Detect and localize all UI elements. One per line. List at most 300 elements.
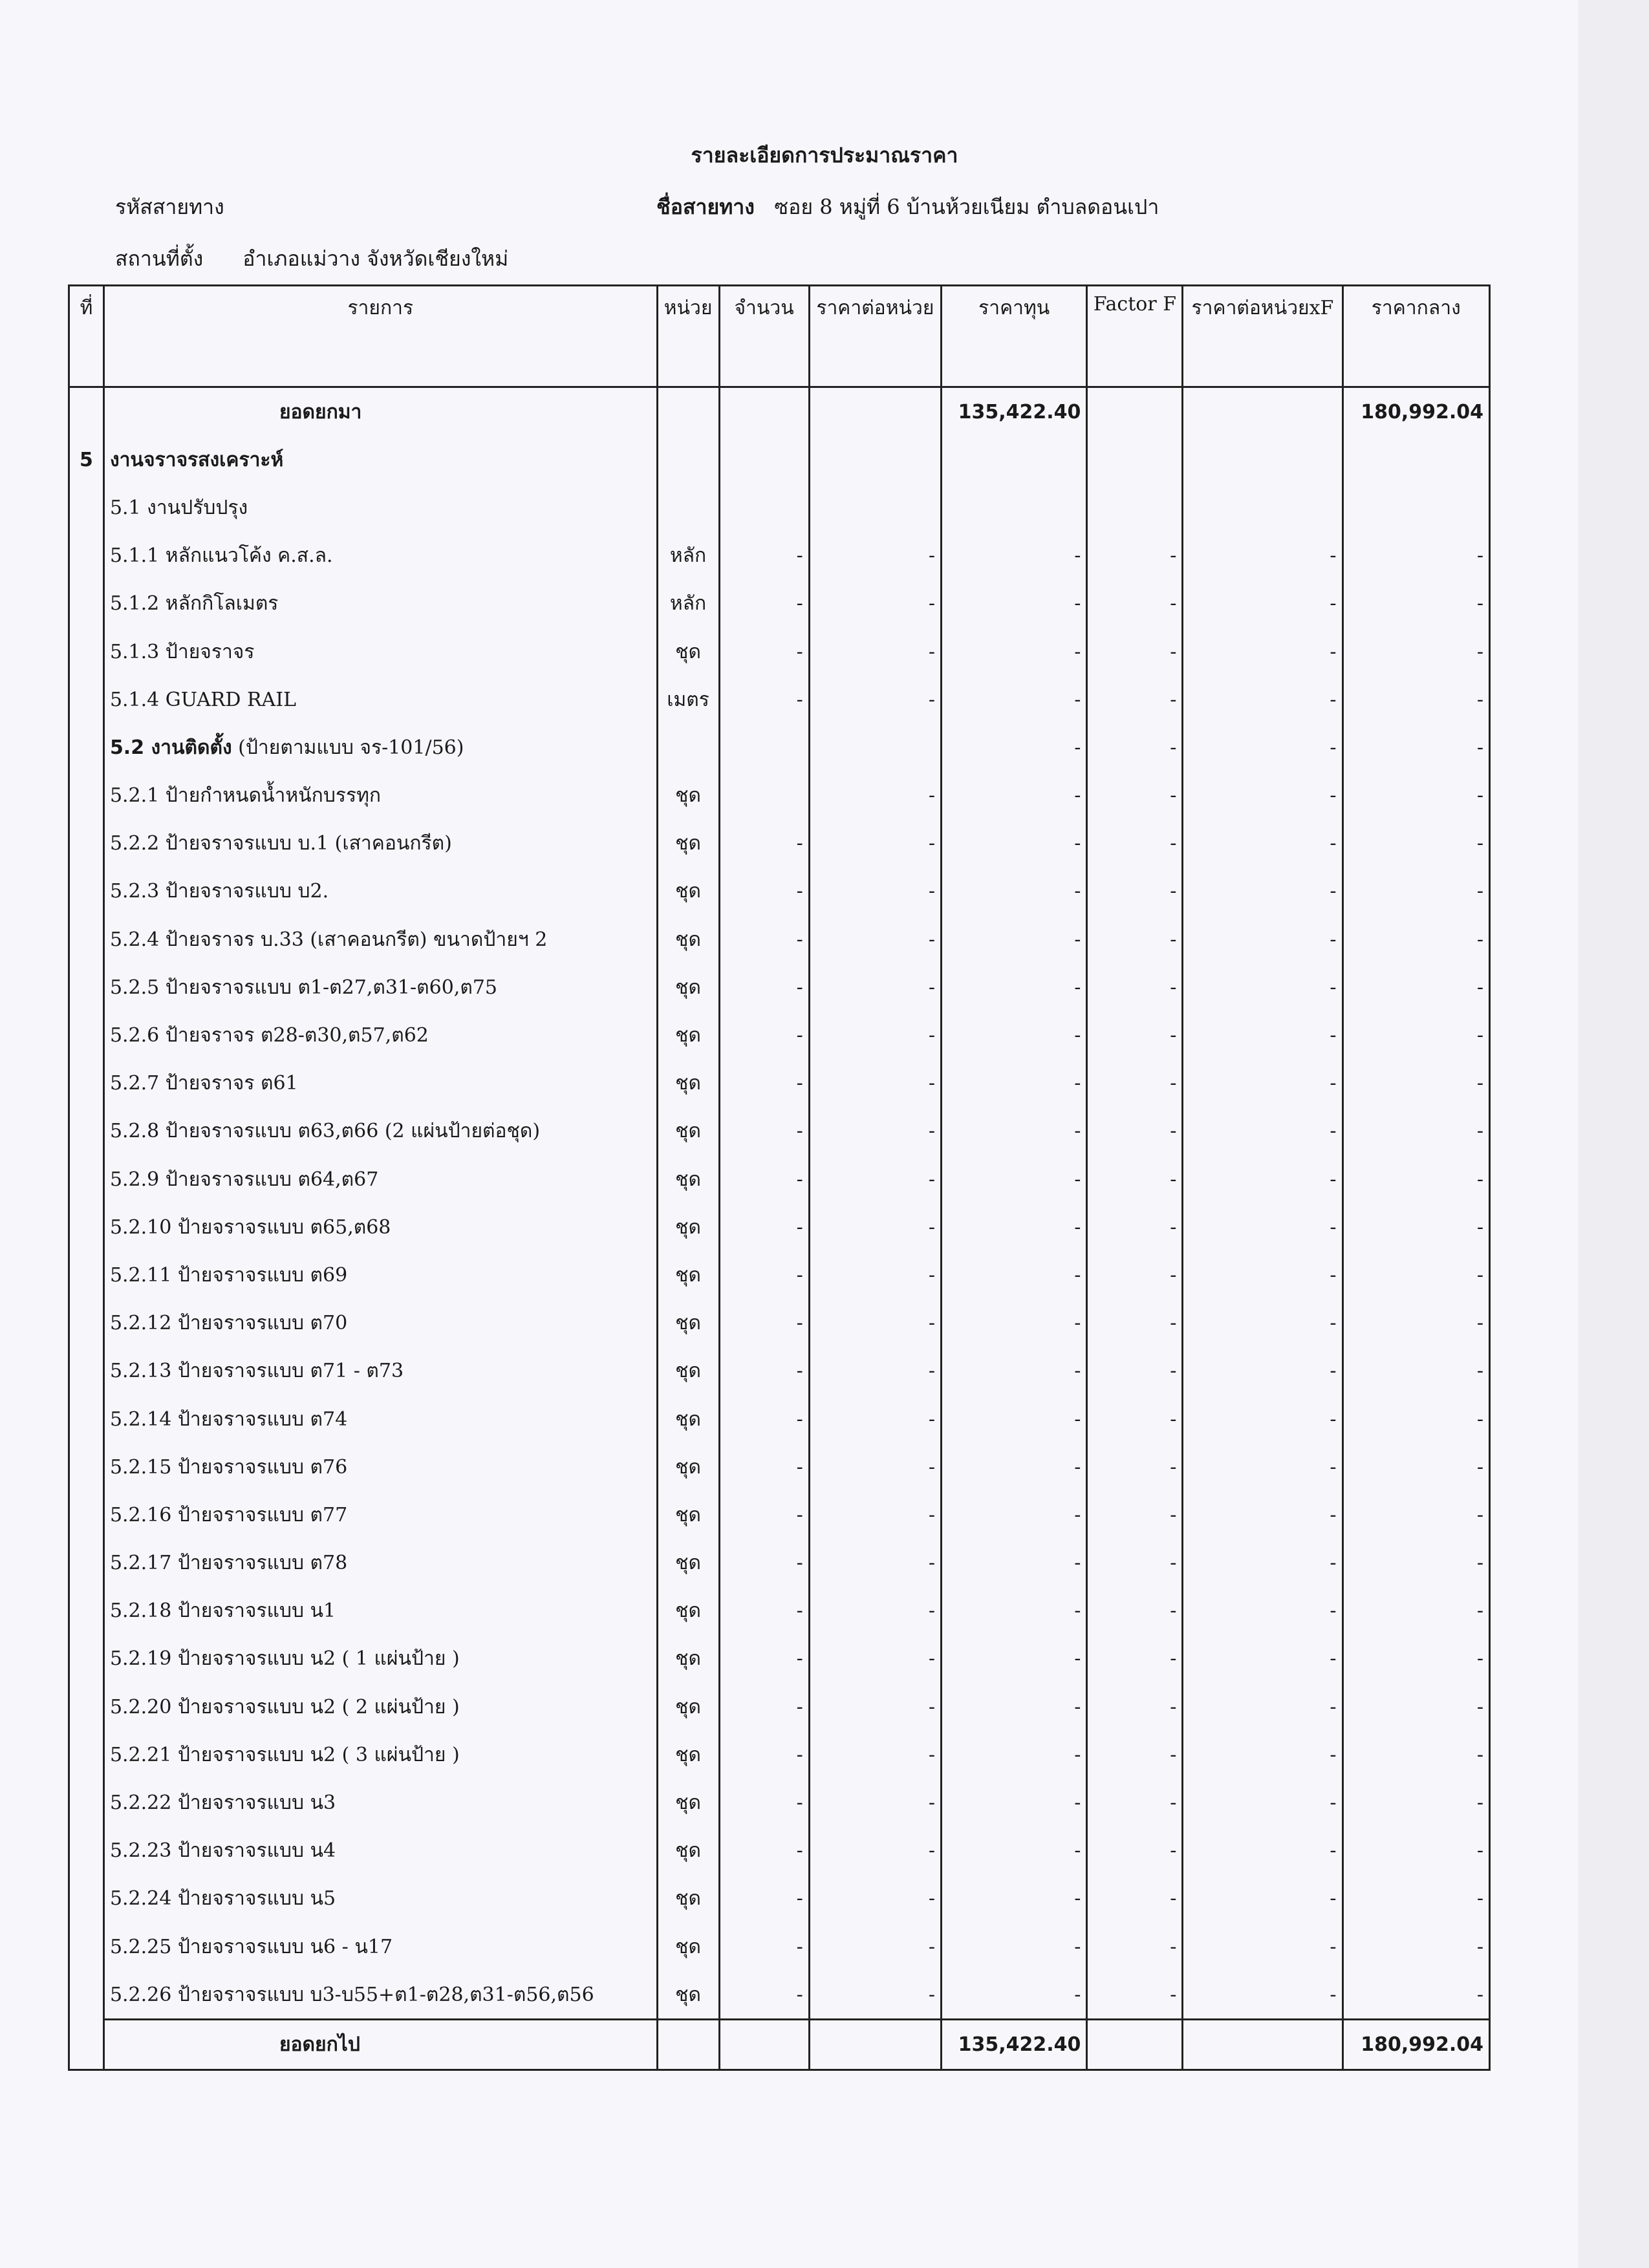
item-qty: - — [719, 580, 809, 628]
item-unit-price: - — [809, 820, 941, 868]
item-label: 5.2.23 ป้ายจราจรแบบ น4 — [103, 1827, 657, 1875]
item-factor: - — [1087, 820, 1183, 868]
table-row — [69, 1731, 1490, 1779]
item-median: - — [1342, 1060, 1489, 1107]
item-factor: - — [1087, 1971, 1183, 2020]
table-row — [69, 1635, 1490, 1683]
item-qty: - — [719, 1539, 809, 1587]
col-median-header: ราคากลาง — [1342, 286, 1489, 387]
item-unit-price-f: - — [1183, 628, 1342, 676]
item-median: - — [1342, 868, 1489, 915]
item-unit-price-f: - — [1183, 1060, 1342, 1107]
item-qty: - — [719, 1923, 809, 1971]
item-unit: ชุด — [657, 915, 719, 963]
table-row — [69, 1251, 1490, 1299]
table-row — [69, 1491, 1490, 1539]
scan-edge — [1578, 0, 1649, 2268]
item-qty: - — [719, 628, 809, 676]
item-median: - — [1342, 1155, 1489, 1203]
col-unit-price-f-header: ราคาต่อหน่วยxF — [1183, 286, 1342, 387]
item-unit: ชุด — [657, 1060, 719, 1107]
item-unit-price-f: - — [1183, 1443, 1342, 1491]
item-unit-price-f: - — [1183, 532, 1342, 580]
item-factor: - — [1087, 1443, 1183, 1491]
brought-forward-cost: 135,422.40 — [942, 387, 1087, 436]
item-unit: ชุด — [657, 1251, 719, 1299]
item-unit-price: - — [809, 1203, 941, 1251]
item-unit: ชุด — [657, 963, 719, 1011]
item-label: 5.2.25 ป้ายจราจรแบบ น6 - น17 — [103, 1923, 657, 1971]
item-label: 5.2.26 ป้ายจราจรแบบ บ3-บ55+ต1-ต28,ต31-ต56,ต56 — [103, 1971, 657, 2020]
subsection-row — [69, 723, 1490, 771]
item-cost: - — [942, 1971, 1087, 2020]
item-unit: ชุด — [657, 1491, 719, 1539]
carried-forward-row — [69, 2020, 1490, 2070]
item-median: - — [1342, 1203, 1489, 1251]
section-no: 5 — [69, 436, 104, 484]
route-name — [656, 191, 1159, 224]
item-cost: - — [942, 676, 1087, 723]
item-unit-price-f: - — [1183, 1395, 1342, 1443]
table-row — [69, 676, 1490, 723]
item-median: - — [1342, 628, 1489, 676]
item-qty: - — [719, 1300, 809, 1347]
section-row — [69, 436, 1490, 484]
col-cost-header: ราคาทุน — [942, 286, 1087, 387]
table-row — [69, 1587, 1490, 1635]
item-label: 5.2.14 ป้ายจราจรแบบ ต74 — [103, 1395, 657, 1443]
item-qty: - — [719, 820, 809, 868]
item-median: - — [1342, 1300, 1489, 1347]
location-label: สถานที่ตั้ง — [115, 246, 204, 271]
item-qty: - — [719, 1683, 809, 1731]
item-factor: - — [1087, 868, 1183, 915]
item-unit: เมตร — [657, 676, 719, 723]
item-unit-price-f: - — [1183, 1827, 1342, 1875]
item-label: 5.2.24 ป้ายจราจรแบบ น5 — [103, 1875, 657, 1923]
table-row — [69, 1395, 1490, 1443]
item-factor: - — [1087, 676, 1183, 723]
item-median: - — [1342, 676, 1489, 723]
item-label: 5.2.19 ป้ายจราจรแบบ น2 ( 1 แผ่นป้าย ) — [103, 1635, 657, 1683]
item-unit-price-f: - — [1183, 1347, 1342, 1395]
item-label: 5.2.20 ป้ายจราจรแบบ น2 ( 2 แผ่นป้าย ) — [103, 1683, 657, 1731]
item-label: 5.2.15 ป้ายจราจรแบบ ต76 — [103, 1443, 657, 1491]
item-label: 5.2.2 ป้ายจราจรแบบ บ.1 (เสาคอนกรีต) — [103, 820, 657, 868]
item-unit-price: - — [809, 580, 941, 628]
item-median: - — [1342, 1875, 1489, 1923]
item-unit: ชุด — [657, 1587, 719, 1635]
col-factor-header: Factor F — [1087, 286, 1183, 387]
item-qty: - — [719, 915, 809, 963]
item-unit-price-f: - — [1183, 963, 1342, 1011]
item-cost: - — [942, 1155, 1087, 1203]
item-unit: ชุด — [657, 868, 719, 915]
item-cost: - — [942, 1491, 1087, 1539]
item-cost: - — [942, 1635, 1087, 1683]
item-unit-price-f: - — [1183, 1731, 1342, 1779]
table-row — [69, 580, 1490, 628]
item-factor: - — [1087, 1827, 1183, 1875]
item-qty: - — [719, 1587, 809, 1635]
item-unit-price: - — [809, 1155, 941, 1203]
item-unit-price: - — [809, 1635, 941, 1683]
item-cost: - — [942, 628, 1087, 676]
item-unit-price-f: - — [1183, 1635, 1342, 1683]
item-unit-price-f: - — [1183, 1683, 1342, 1731]
item-median: - — [1342, 1011, 1489, 1059]
item-unit-price: - — [809, 1683, 941, 1731]
table-row — [69, 1107, 1490, 1155]
item-factor: - — [1087, 1203, 1183, 1251]
item-median: - — [1342, 1395, 1489, 1443]
item-unit-price-f: - — [1183, 772, 1342, 820]
carried-forward-label: ยอดยกไป — [103, 2020, 657, 2070]
item-factor: - — [1087, 532, 1183, 580]
item-label: 5.2.22 ป้ายจราจรแบบ น3 — [103, 1779, 657, 1826]
item-qty: - — [719, 1443, 809, 1491]
item-cost: - — [942, 1107, 1087, 1155]
item-qty: - — [719, 1731, 809, 1779]
item-unit: ชุด — [657, 1347, 719, 1395]
item-unit: ชุด — [657, 1731, 719, 1779]
item-unit: ชุด — [657, 1539, 719, 1587]
item-unit-price: - — [809, 628, 941, 676]
item-label: 5.2.6 ป้ายจราจร ต28-ต30,ต57,ต62 — [103, 1011, 657, 1059]
route-name-label: ชื่อสายทาง — [656, 195, 755, 219]
item-unit-price-f: - — [1183, 820, 1342, 868]
item-label: 5.2.16 ป้ายจราจรแบบ ต77 — [103, 1491, 657, 1539]
item-unit-price: - — [809, 1060, 941, 1107]
item-label: 5.2.5 ป้ายจราจรแบบ ต1-ต27,ต31-ต60,ต75 — [103, 963, 657, 1011]
item-qty: - — [719, 1635, 809, 1683]
table-row — [69, 1347, 1490, 1395]
item-median: - — [1342, 1683, 1489, 1731]
item-unit-price-f: - — [1183, 580, 1342, 628]
item-unit-price-f: - — [1183, 1491, 1342, 1539]
item-cost: - — [942, 772, 1087, 820]
item-label: 5.2.18 ป้ายจราจรแบบ น1 — [103, 1587, 657, 1635]
item-cost: - — [942, 1923, 1087, 1971]
item-unit-price-f: - — [1183, 676, 1342, 723]
location — [115, 242, 508, 275]
item-median: - — [1342, 1539, 1489, 1587]
item-unit-price-f: - — [1183, 1587, 1342, 1635]
item-median: - — [1342, 915, 1489, 963]
item-factor: - — [1087, 1731, 1183, 1779]
col-no-header: ที่ — [69, 286, 104, 387]
item-factor: - — [1087, 1395, 1183, 1443]
item-median: - — [1342, 1251, 1489, 1299]
brought-forward-row — [69, 387, 1490, 436]
item-unit: ชุด — [657, 1443, 719, 1491]
item-unit-price-f: - — [1183, 868, 1342, 915]
item-qty — [719, 772, 809, 820]
subsection-row — [69, 484, 1490, 531]
item-qty: - — [719, 1251, 809, 1299]
item-label: 5.1.1 หลักแนวโค้ง ค.ส.ล. — [103, 532, 657, 580]
table-row — [69, 1827, 1490, 1875]
item-unit: ชุด — [657, 1300, 719, 1347]
item-median: - — [1342, 1107, 1489, 1155]
table-row — [69, 532, 1490, 580]
item-label: 5.1.3 ป้ายจราจร — [103, 628, 657, 676]
item-cost: - — [942, 1443, 1087, 1491]
item-unit-price-f: - — [1183, 1011, 1342, 1059]
item-median: - — [1342, 820, 1489, 868]
item-factor: - — [1087, 1683, 1183, 1731]
item-cost: - — [942, 580, 1087, 628]
estimate-table — [68, 284, 1491, 2071]
item-label: 5.2.4 ป้ายจราจร บ.33 (เสาคอนกรีต) ขนาดป้ายฯ 2 — [103, 915, 657, 963]
item-dash: - — [1087, 723, 1183, 771]
item-qty: - — [719, 1395, 809, 1443]
item-label: 5.2.1 ป้ายกำหนดน้ำหนักบรรทุก — [103, 772, 657, 820]
item-unit: หลัก — [657, 580, 719, 628]
item-unit-price: - — [809, 963, 941, 1011]
item-label: 5.2.10 ป้ายจราจรแบบ ต65,ต68 — [103, 1203, 657, 1251]
item-unit-price: - — [809, 772, 941, 820]
item-factor: - — [1087, 772, 1183, 820]
subsection-2-label-bold: 5.2 งานติดตั้ง — [109, 736, 232, 759]
item-dash: - — [1183, 723, 1342, 771]
table-row — [69, 1923, 1490, 1971]
item-median: - — [1342, 1827, 1489, 1875]
item-factor: - — [1087, 963, 1183, 1011]
item-unit: ชุด — [657, 820, 719, 868]
item-qty: - — [719, 1971, 809, 2020]
item-cost: - — [942, 1011, 1087, 1059]
item-unit-price: - — [809, 1827, 941, 1875]
item-unit-price-f: - — [1183, 1203, 1342, 1251]
table-row — [69, 1779, 1490, 1826]
col-unit-header: หน่วย — [657, 286, 719, 387]
item-unit: ชุด — [657, 1923, 719, 1971]
item-median: - — [1342, 1491, 1489, 1539]
item-unit: ชุด — [657, 1203, 719, 1251]
item-qty: - — [719, 1875, 809, 1923]
item-cost: - — [942, 1779, 1087, 1826]
item-unit-price-f: - — [1183, 1971, 1342, 2020]
item-cost: - — [942, 1875, 1087, 1923]
item-label: 5.2.12 ป้ายจราจรแบบ ต70 — [103, 1300, 657, 1347]
item-label: 5.2.3 ป้ายจราจรแบบ บ2. — [103, 868, 657, 915]
table-row — [69, 1875, 1490, 1923]
item-unit-price: - — [809, 1395, 941, 1443]
item-qty: - — [719, 532, 809, 580]
carried-forward-cost: 135,422.40 — [942, 2020, 1087, 2070]
item-label: 5.1.2 หลักกิโลเมตร — [103, 580, 657, 628]
item-unit: ชุด — [657, 1779, 719, 1826]
item-median: - — [1342, 1923, 1489, 1971]
subsection-2-label-rest: (ป้ายตามแบบ จร-101/56) — [232, 736, 464, 759]
item-label: 5.1.4 GUARD RAIL — [103, 676, 657, 723]
item-label: 5.2.8 ป้ายจราจรแบบ ต63,ต66 (2 แผ่นป้ายต่อชุด) — [103, 1107, 657, 1155]
item-unit-price-f: - — [1183, 1539, 1342, 1587]
item-unit: ชุด — [657, 1875, 719, 1923]
brought-forward-label: ยอดยกมา — [103, 387, 657, 436]
item-factor: - — [1087, 1491, 1183, 1539]
item-unit: ชุด — [657, 1827, 719, 1875]
item-unit-price: - — [809, 676, 941, 723]
table-row — [69, 1683, 1490, 1731]
item-unit-price: - — [809, 1300, 941, 1347]
item-factor: - — [1087, 1779, 1183, 1826]
item-unit: หลัก — [657, 532, 719, 580]
item-unit: ชุด — [657, 1107, 719, 1155]
item-factor: - — [1087, 1155, 1183, 1203]
item-unit-price: - — [809, 532, 941, 580]
item-cost: - — [942, 1827, 1087, 1875]
item-qty: - — [719, 1107, 809, 1155]
item-qty: - — [719, 1347, 809, 1395]
item-qty: - — [719, 1155, 809, 1203]
item-cost: - — [942, 1683, 1087, 1731]
item-unit-price: - — [809, 1731, 941, 1779]
table-row — [69, 1300, 1490, 1347]
item-median: - — [1342, 580, 1489, 628]
item-unit-price-f: - — [1183, 1251, 1342, 1299]
item-qty: - — [719, 1011, 809, 1059]
item-unit-price-f: - — [1183, 1779, 1342, 1826]
item-unit: ชุด — [657, 1011, 719, 1059]
item-cost: - — [942, 820, 1087, 868]
table-row — [69, 1539, 1490, 1587]
item-unit-price-f: - — [1183, 1300, 1342, 1347]
item-unit-price: - — [809, 1011, 941, 1059]
item-label: 5.2.21 ป้ายจราจรแบบ น2 ( 3 แผ่นป้าย ) — [103, 1731, 657, 1779]
table-header-row — [69, 286, 1490, 387]
col-qty-header: จำนวน — [719, 286, 809, 387]
item-factor: - — [1087, 1011, 1183, 1059]
brought-forward-median: 180,992.04 — [1342, 387, 1489, 436]
item-qty: - — [719, 963, 809, 1011]
item-dash: - — [942, 723, 1087, 771]
table-row — [69, 772, 1490, 820]
item-median: - — [1342, 1971, 1489, 2020]
item-unit-price: - — [809, 1779, 941, 1826]
item-cost: - — [942, 1587, 1087, 1635]
item-cost: - — [942, 1347, 1087, 1395]
table-row — [69, 1155, 1490, 1203]
table-row — [69, 1443, 1490, 1491]
table-row — [69, 868, 1490, 915]
item-label: 5.2.9 ป้ายจราจรแบบ ต64,ต67 — [103, 1155, 657, 1203]
item-median: - — [1342, 532, 1489, 580]
col-unit-price-header: ราคาต่อหน่วย — [809, 286, 941, 387]
item-median: - — [1342, 772, 1489, 820]
item-unit: ชุด — [657, 1683, 719, 1731]
item-unit-price: - — [809, 915, 941, 963]
col-item-header: รายการ — [103, 286, 657, 387]
item-unit-price: - — [809, 1923, 941, 1971]
item-unit-price: - — [809, 868, 941, 915]
item-qty: - — [719, 676, 809, 723]
item-cost: - — [942, 963, 1087, 1011]
item-factor: - — [1087, 1923, 1183, 1971]
item-factor: - — [1087, 1875, 1183, 1923]
table-row — [69, 1971, 1490, 2020]
item-unit-price-f: - — [1183, 1155, 1342, 1203]
item-cost: - — [942, 1300, 1087, 1347]
item-unit: ชุด — [657, 1971, 719, 2020]
item-median: - — [1342, 963, 1489, 1011]
table-row — [69, 1060, 1490, 1107]
item-label: 5.2.17 ป้ายจราจรแบบ ต78 — [103, 1539, 657, 1587]
item-factor: - — [1087, 915, 1183, 963]
item-unit-price: - — [809, 1347, 941, 1395]
item-qty: - — [719, 868, 809, 915]
table-row — [69, 915, 1490, 963]
route-code-label: รหัสสายทาง — [115, 195, 224, 219]
carried-forward-median: 180,992.04 — [1342, 2020, 1489, 2070]
item-qty: - — [719, 1060, 809, 1107]
table-row — [69, 628, 1490, 676]
item-unit-price-f: - — [1183, 915, 1342, 963]
item-unit-price-f: - — [1183, 1875, 1342, 1923]
section-label: งานจราจรสงเคราะห์ — [103, 436, 657, 484]
subsection-2-label — [103, 723, 657, 771]
item-unit-price: - — [809, 1587, 941, 1635]
location-value: อำเภอแม่วาง จังหวัดเชียงใหม่ — [242, 246, 509, 271]
item-factor: - — [1087, 628, 1183, 676]
table-row — [69, 1203, 1490, 1251]
item-cost: - — [942, 1731, 1087, 1779]
item-qty: - — [719, 1203, 809, 1251]
item-factor: - — [1087, 1539, 1183, 1587]
item-unit-price: - — [809, 1107, 941, 1155]
item-cost: - — [942, 1251, 1087, 1299]
item-label: 5.2.11 ป้ายจราจรแบบ ต69 — [103, 1251, 657, 1299]
item-median: - — [1342, 1779, 1489, 1826]
item-unit-price: - — [809, 1443, 941, 1491]
item-unit-price: - — [809, 1251, 941, 1299]
item-cost: - — [942, 915, 1087, 963]
item-label: 5.2.13 ป้ายจราจรแบบ ต71 - ต73 — [103, 1347, 657, 1395]
table-row — [69, 1011, 1490, 1059]
item-qty: - — [719, 1827, 809, 1875]
item-unit-price-f: - — [1183, 1107, 1342, 1155]
item-unit: ชุด — [657, 628, 719, 676]
item-unit-price-f: - — [1183, 1923, 1342, 1971]
item-cost: - — [942, 1395, 1087, 1443]
item-median: - — [1342, 1635, 1489, 1683]
item-factor: - — [1087, 1347, 1183, 1395]
item-cost: - — [942, 868, 1087, 915]
item-label: 5.2.7 ป้ายจราจร ต61 — [103, 1060, 657, 1107]
item-median: - — [1342, 1587, 1489, 1635]
item-factor: - — [1087, 1107, 1183, 1155]
item-unit-price: - — [809, 1875, 941, 1923]
item-factor: - — [1087, 1635, 1183, 1683]
item-unit-price: - — [809, 1971, 941, 2020]
item-median: - — [1342, 1347, 1489, 1395]
item-cost: - — [942, 532, 1087, 580]
item-unit-price: - — [809, 1539, 941, 1587]
item-factor: - — [1087, 1060, 1183, 1107]
item-unit: ชุด — [657, 1155, 719, 1203]
item-factor: - — [1087, 1251, 1183, 1299]
item-cost: - — [942, 1203, 1087, 1251]
item-cost: - — [942, 1060, 1087, 1107]
table-row — [69, 820, 1490, 868]
item-qty: - — [719, 1779, 809, 1826]
route-name-value: ซอย 8 หมู่ที่ 6 บ้านห้วยเนียม ตำบลดอนเปา — [774, 195, 1159, 219]
item-factor: - — [1087, 1300, 1183, 1347]
item-cost: - — [942, 1539, 1087, 1587]
item-unit: ชุด — [657, 1635, 719, 1683]
item-median: - — [1342, 1731, 1489, 1779]
